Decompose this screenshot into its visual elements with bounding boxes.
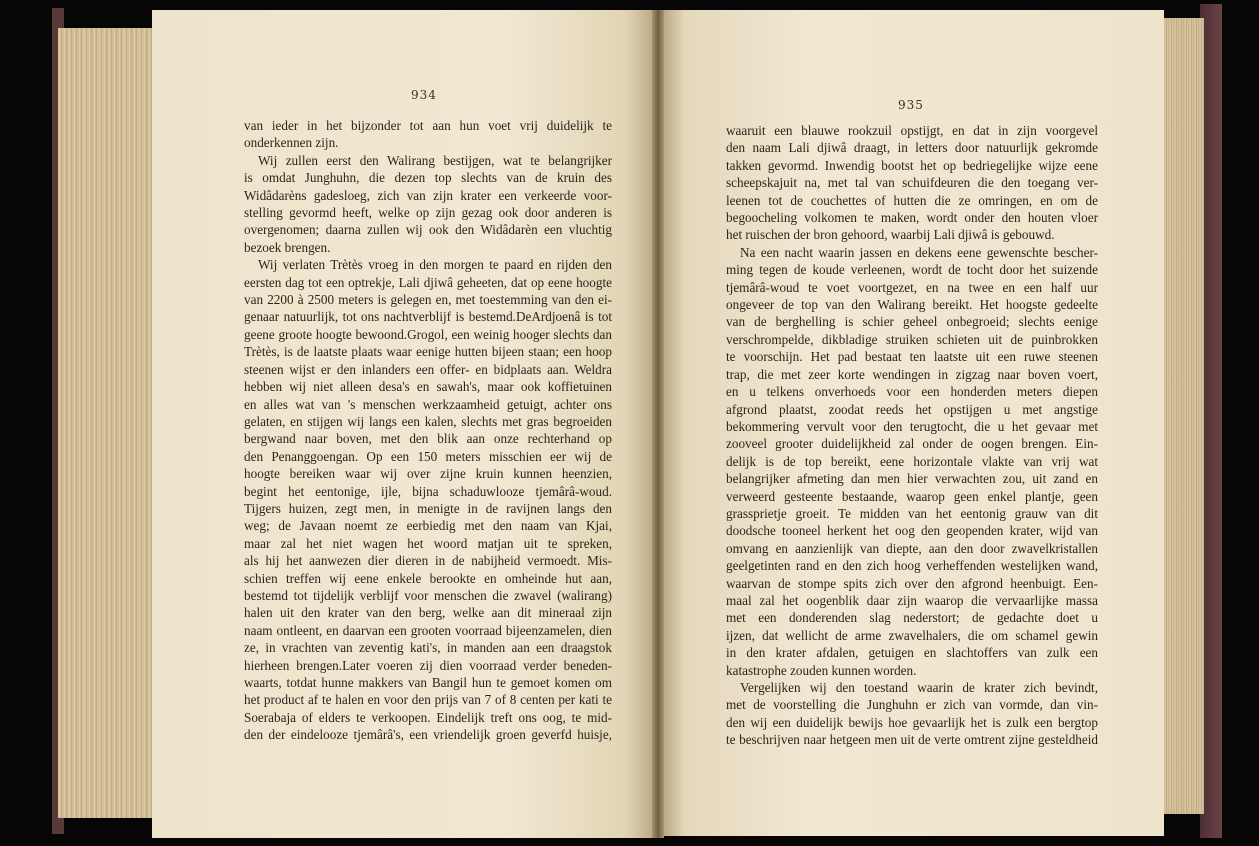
text-line: verschrompelde, dikbladige struiken schieten uit de puinbrokken [726,331,1098,347]
text-line: halen uit den krater van den berg, welke aan dit mineraal zijn [244,605,612,621]
text-line: den naam Lali djiwâ draagt, in letters door natuurlijk gekromde [726,140,1098,156]
text-line: is omdat Junghuhn, die dezen top slechts van de kruin des [244,170,612,186]
text-line: trap, die met zeer korte wendingen in zigzag naar boven voert, [726,366,1098,382]
text-line: met de voorstelling die Junghuhn er zich van vormde, dan vin- [726,697,1098,713]
left-page-text [244,117,612,744]
page-block-left-edge [58,28,160,818]
text-line: leenen tot de couchettes of hutten die ze omringen, en om de [726,192,1098,208]
text-line: den der eindelooze tjemârâ's, een vriendelijk groen geverfd huisje, [244,727,612,743]
text-line: Tijgers huizen, zegt men, in menigte in de ravijnen langs den [244,500,612,516]
book-gutter [652,10,664,838]
text-line: omvang en aanzienlijk van diepte, aan den door zwavelkristallen [726,540,1098,556]
text-line: scheepskajuit na, met tal van schuifdeuren die den toegang ver- [726,175,1098,191]
text-line: naam ontleent, en daarvan een grooten voorraad bijeenzamelen, dien [244,622,612,638]
text-line: en u telkens onverhoeds voor een honderden meters diepen [726,384,1098,400]
text-line: van 2200 à 2500 meters is gelegen en, met toestemming van den ei- [244,292,612,308]
text-line: bezoek brengen. [244,239,331,255]
text-line: tjemârâ-woud te voet voortgezet, en na twee en een half uur [726,279,1098,295]
text-line: van de berghelling is schier geheel onbegroeid; slechts eenige [726,314,1098,330]
text-line: den wij een duidelijk bewijs hoe gevaarlijk het is zulk een bergtop [726,714,1098,730]
text-line: onderkennen zijn. [244,135,339,151]
text-line: Wij zullen eerst den Walirang bestijgen, wat te belangrijker [258,152,612,168]
text-line: waaruit een blauwe rookzuil opstijgt, en dat in zijn voorgevel [726,123,1098,138]
text-line: den Penanggoengan. Op een 150 meters misschien eer wij de [244,448,612,464]
text-line: waarvan de stompe spits zich over den afgrond heenbuigt. Een- [726,575,1098,591]
text-line: Widâdarèns gadesloeg, zich van zijn krater een verkeerde voor- [244,187,612,203]
text-line: geelgetinten rand en den zich hoog verheffenden westelijken wand, [726,558,1098,574]
text-line: in den krater afdalen, getuigen en slachtoffers van zulk een [726,645,1098,661]
left-page-number: 934 [411,88,437,102]
text-line: geene groote hoogte bewoond.Grogol, een weinig hooger slechts dan [244,326,612,342]
text-line: Vergelijken wij den toestand waarin de krater zich bevindt, [740,680,1098,695]
text-line: weg; de Javaan noemt ze eerbiedig met den naam van Kjai, [244,518,612,534]
text-line: belangrijker afmeting dan men hier verwachten zou, uit zand en [726,471,1098,487]
text-line: doodsche tooneel herkent het oog den geopenden krater, wijd van [726,523,1098,539]
text-line: overgenomen; daarna zullen wij ook den Widâdarèn een vluchtig [244,222,612,238]
text-line: eersten dag tot een optrekje, Lali djiwâ geheeten, dat op eene hoogte [244,274,612,290]
text-line: maar zal het niet wagen het woord matjan uit te spreken, [244,535,612,551]
text-line: genaar natuurlijk, tot ons nachtverblijf is bestemd.DeArdjoenâ is tot [244,309,612,325]
text-line: afgrond plaatst, zoodat reeds het opstijgen u met angstige [726,401,1098,417]
text-line: begint het eentonige, ijle, bijna schaduwlooze tjemârâ-woud. [244,483,612,499]
right-page-number: 935 [898,98,924,112]
text-line: bergwand naar boven, met den blik aan onze rechterhand op [244,431,612,447]
text-line: steenen wijst er den inlanders een offer- en bidplaats aan. Weldra [244,361,612,377]
right-page-text [726,122,1098,749]
text-line: katastrophe zouden kunnen worden. [726,662,917,678]
text-line: te beschrijven naar hetgeen men uit de verte omtrent zijne gesteldheid [726,732,1098,748]
page-block-right-edge [1162,18,1204,814]
text-line: gelaten, en stijgen wij langs een kalen, slechts met gras begroeiden [244,413,612,429]
text-line: te voorschijn. Het pad bestaat ten laatste uit een ruwe steenen [726,349,1098,365]
text-line: ming tegen de koude verleenen, wordt de tocht door het suizende [726,262,1098,278]
text-line: takken gevormd. Inwendig bootst het op bedriegelijke wijze eene [726,157,1098,173]
text-line: bekommering vervult voor den terugtocht, die u het gevaar met [726,418,1098,434]
text-line: Trètès, is de laatste plaats waar eenige hutten bijeen staan; een hoop [244,344,612,360]
text-line: delijk is de top bereikt, eene horizontale vlakte van vrij wat [726,453,1098,469]
text-line: het product af te halen en voor den prijs van 7 of 8 centen per kati te [244,692,612,708]
text-line: verweerd gesteente bestaande, waarop geen enkel plantje, geen [726,488,1098,504]
text-line: grassprietje groeit. Te midden van het eentonig grauw van dit [726,505,1098,521]
text-line: hierheen brengen.Later voeren zij dien voorraad verder beneden- [244,657,612,673]
text-line: ze, in vrachten van zeventig kati's, in manden aan een draagstok [244,640,612,656]
text-line: met een donderenden slag nederstort; de gedachte doet u [726,610,1098,626]
text-line: van ieder in het bijzonder tot aan hun voet vrij duidelijk te [244,118,612,133]
text-line: schien treffen wij eene enkele berookte en omheinde hut aan, [244,570,612,586]
text-line: ijzen, dat wellicht de arme zwavelhalers, die om schamel gewin [726,627,1098,643]
text-line: begoocheling volkomen te maken, wordt onder den houten vloer [726,210,1098,226]
text-line: maal zal het oogenblik daar zijn waarop die vervaarlijke massa [726,592,1098,608]
text-line: waarts, totdat hunne makkers van Bangil hun te gemoet komen om [244,675,612,690]
text-line: bestemd tot tijdelijk verblijf voor menschen die zwavel (walirang) [244,587,612,603]
text-line: hebben wij niet alleen desa's en sawah's, maar ook koffietuinen [244,379,612,395]
text-line: en alles wat van 's menschen werkzaamheid getuigt, achter ons [244,396,612,412]
text-line: hoogte bereiken waar wij over zijne kruin kunnen heenzien, [244,466,612,482]
text-line: Na een nacht waarin jassen en dekens eene gewenschte bescher- [740,244,1098,260]
text-line: ongeveer de top van den Walirang bereikt. Het hoogste gedeelte [726,297,1098,313]
text-line: als hij het aanwezen dier dieren in de nabijheid vermoedt. Mis- [244,553,612,569]
text-line: Soerabaja of elders te verkoopen. Eindelijk treft ons oog, te mid- [244,709,612,725]
text-line: het ruischen der bron gehoord, waarbij Lali djiwâ is gebouwd. [726,227,1055,243]
text-line: Wij verlaten Trètès vroeg in den morgen te paard en rijden den [258,257,612,273]
text-line: stelling gevormd heeft, welke op zijn gezag ook door anderen is [244,205,612,221]
text-line: zooveel grooter duidelijkheid zal onder de oogen brengen. Ein- [726,436,1098,452]
